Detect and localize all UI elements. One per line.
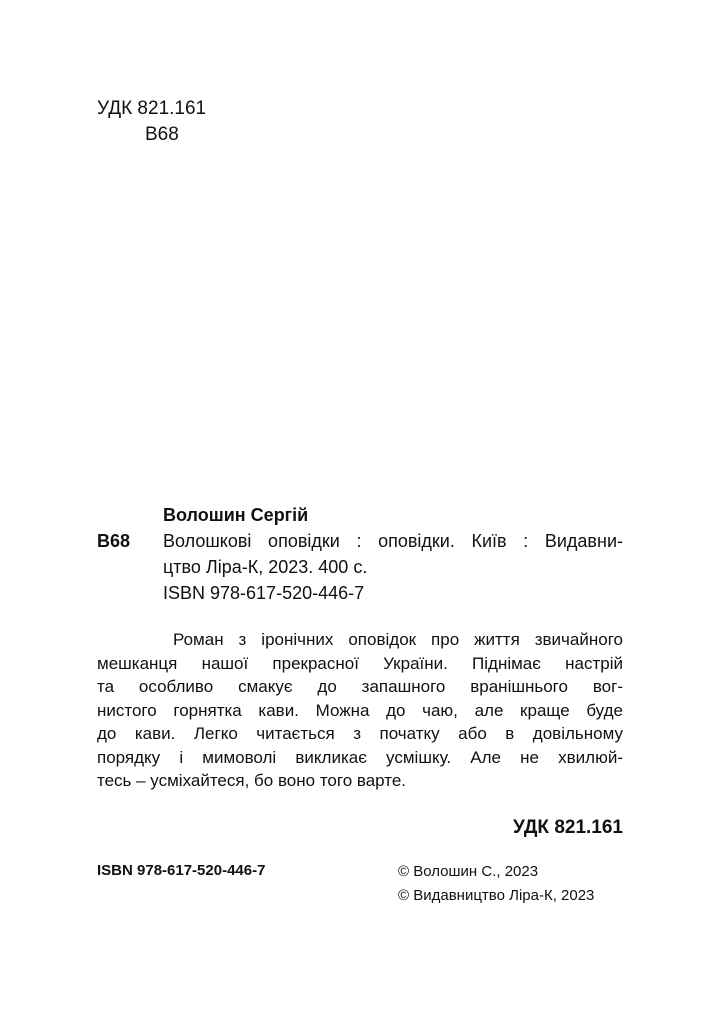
catalog-author-mark: В68 [97, 531, 131, 551]
annotation-line: та особливо смакує до запашного вранішнього вог- [97, 677, 623, 696]
udk-header [97, 96, 206, 148]
annotation-line: Роман з іронічних оповідок про життя звичайного [173, 630, 623, 649]
annotation-line: мешканця нашої прекрасної України. Піднімає настрій [97, 653, 623, 673]
udk-footer: УДК 821.161 [513, 817, 623, 838]
catalog-description [163, 528, 623, 606]
catalog-publisher-line: цтво Ліра-К, 2023. 400 с. [163, 557, 368, 577]
catalog-author: Волошин Сергій [163, 505, 309, 525]
annotation-line: тесь – усміхайтеся, бо воно того варте. [97, 771, 407, 790]
copyright-author: © Волошин С., 2023 [398, 863, 539, 880]
udk-header-code: УДК 821.161 [97, 98, 207, 119]
copyright-block [398, 860, 594, 908]
annotation-line: порядку і мимоволі викликає усмішку. Але не хвилюй- [97, 747, 623, 767]
annotation-line: нистого горнятка кави. Можна до чаю, але краще буде [97, 700, 623, 720]
isbn-footer: ISBN 978-617-520-446-7 [97, 862, 266, 879]
catalog-title-line: Волошкові оповідки : оповідки. Київ : Видавни- [163, 531, 623, 551]
annotation-line: до кави. Легко читається з початку або в довільному [97, 724, 623, 743]
author-mark-header: В68 [145, 124, 179, 145]
catalog-isbn: ISBN 978-617-520-446-7 [163, 583, 365, 603]
annotation [97, 628, 623, 793]
copyright-publisher: © Видавництво Ліра-К, 2023 [398, 887, 595, 904]
